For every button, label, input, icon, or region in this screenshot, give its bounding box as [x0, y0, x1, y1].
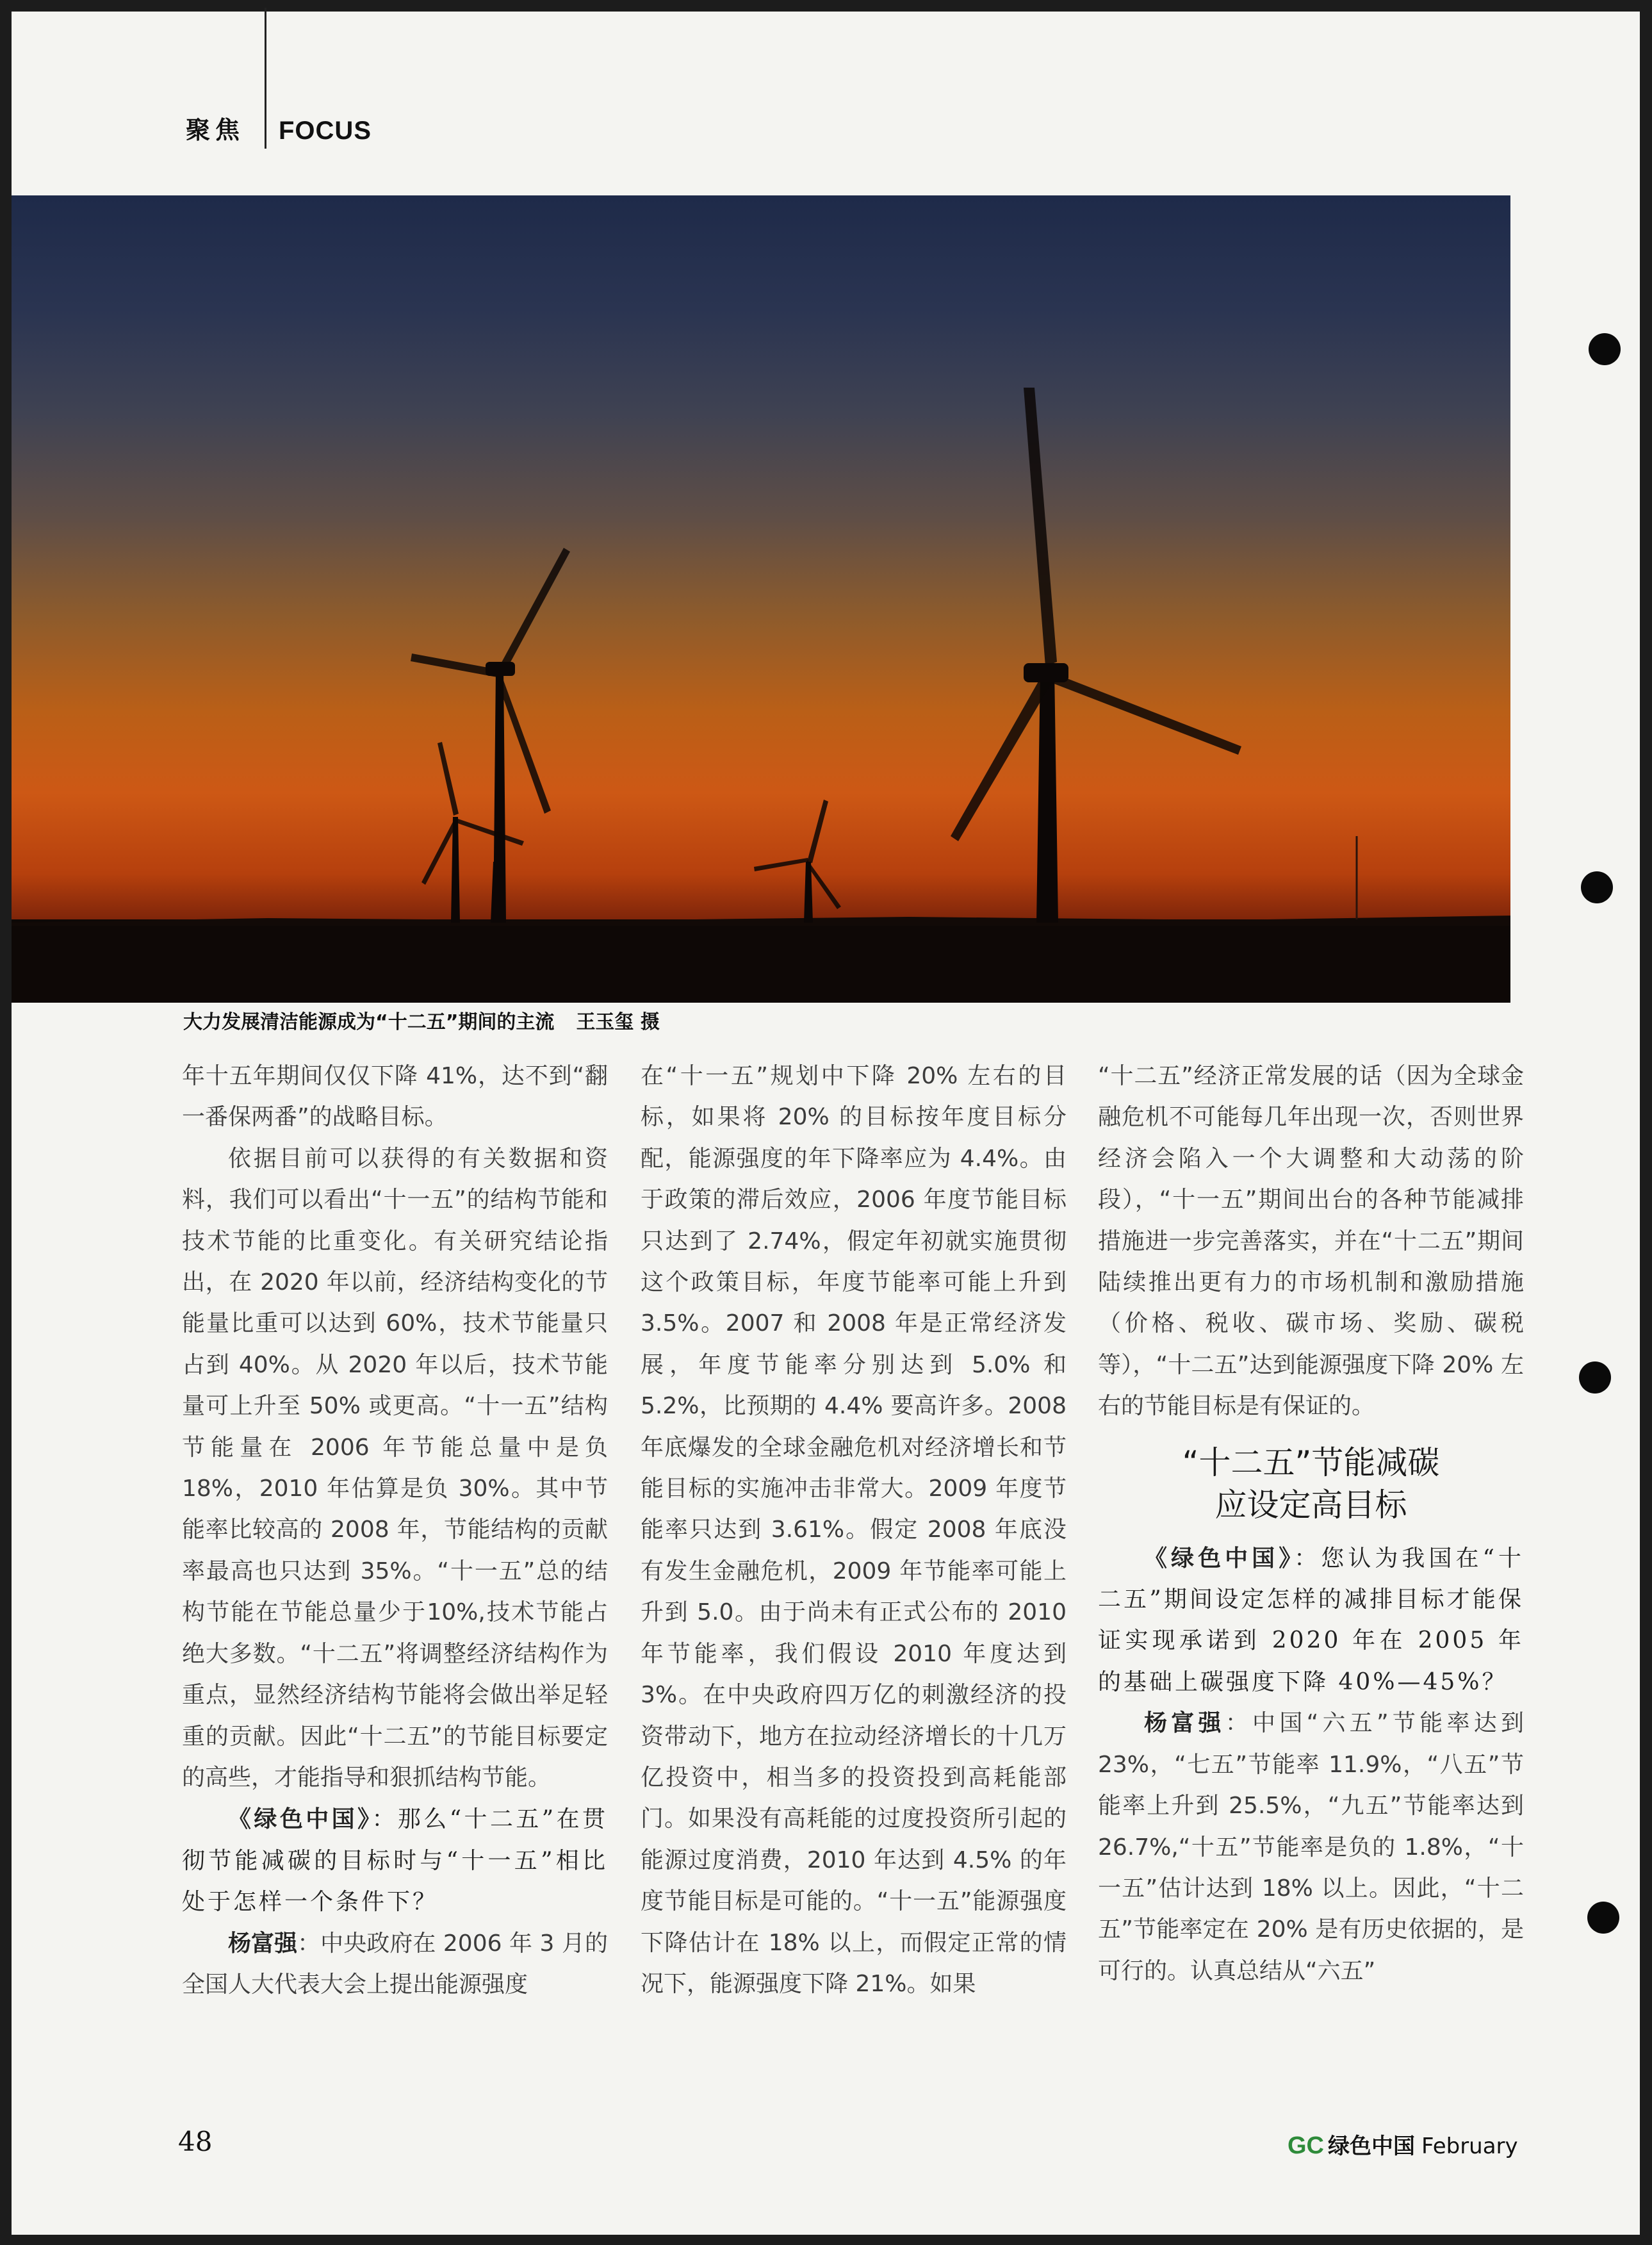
answer-text: ：中国“六五”节能率达到 23%，“七五”节能率 11.9%，“八五”节能率上升到 25.5%，“九五”节能率达到 26.7%,“十五”节能率是负的 1.8%，“十一五”估计达到 18% 以上。因此，“十二五”节能率定在 20% 是有历史依据的，是可行的。认真总结从“六五”	[1098, 1710, 1524, 1984]
question-text: ：您认为我国在“十二五”期间设定怎样的减排目标才能保证实现承诺到 2020 年在 2005 年的基础上碳强度下降 40%—45%？	[1098, 1545, 1524, 1695]
section-label-zh: 聚焦	[186, 116, 245, 144]
text-column-2	[641, 1056, 1067, 2005]
paragraph: 依据目前可以获得的有关数据和资料，我们可以看出“十一五”的结构节能和技术节能的比重变化。有关研究结论指出，在 2020 年以前，经济结构变化的节能量比重可以达到 60%，技术节能量只占到 40%。从 2020 年以后，技术节能量可上升至 50% 或更高。“十一五”结构节能量在 2006 年节能总量中是负 18%，2010 年估算是负 30%。其中节能率比较高的 2008 年，节能结构的贡献率最高也只达到 35%。“十一五”总的结构节能在节能总量少于10%,技术节能占绝大多数。“十二五”将调整经济结构作为重点，显然经济结构节能将会做出举足轻重的贡献。因此“十二五”的节能目标要定的高些，才能指导和狠抓结构节能。	[182, 1145, 608, 1791]
wind-turbine-photo	[12, 195, 1510, 1003]
binder-hole	[1581, 871, 1613, 903]
interview-answer-1	[182, 1923, 608, 2006]
turbine-silhouettes	[12, 195, 1510, 1003]
page-number: 48	[178, 2126, 213, 2157]
issue-month: February	[1421, 2134, 1518, 2159]
photo-caption	[183, 1006, 660, 1034]
answer-text: ：中央政府在 2006 年 3 月的全国人大代表大会上提出能源强度	[182, 1930, 608, 1998]
brand-name: 绿色中国	[1328, 2134, 1415, 2159]
interview-question-1	[182, 1798, 608, 1923]
subheading-line-2: 应设定高目标	[1214, 1486, 1407, 1524]
caption-text: 大力发展清洁能源成为“十二五”期间的主流	[183, 1011, 555, 1033]
subheading	[1098, 1442, 1524, 1526]
binder-hole	[1579, 1361, 1611, 1394]
interview-answer-2	[1098, 1703, 1524, 1992]
question-source: 《绿色中国》	[228, 1805, 372, 1833]
paragraph: “十二五”经济正常发展的话（因为全球金融危机不可能每几年出现一次，否则世界经济会陷入一个大调整和大动荡的阶段），“十一五”期间出台的各种节能减排措施进一步完善落实，并在“十二五”期间陆续推出更有力的市场机制和激励措施（价格、税收、碳市场、奖励、碳税等），“十二五”达到能源强度下降 20% 左右的节能目标是有保证的。	[1098, 1063, 1524, 1420]
binder-hole	[1587, 1902, 1619, 1934]
paragraph: 年十五年期间仅仅下降 41%，达不到“翻一番保两番”的战略目标。	[182, 1063, 608, 1131]
photo-credit: 王玉玺 摄	[576, 1011, 660, 1033]
header-divider	[265, 8, 266, 149]
magazine-brand	[1288, 2128, 1518, 2160]
answer-speaker: 杨富强	[1144, 1710, 1225, 1737]
text-column-1	[182, 1056, 608, 2005]
answer-speaker: 杨富强	[228, 1930, 298, 1957]
brand-logo: GC	[1288, 2132, 1324, 2159]
binder-hole	[1589, 333, 1621, 365]
paragraph: 在“十一五”规划中下降 20% 左右的目标，如果将 20% 的目标按年度目标分配，能源强度的年下降率应为 4.4%。由于政策的滞后效应，2006 年度节能目标只达到了 2.74%，假定年初就实施贯彻这个政策目标，年度节能率可能上升到 3.5%。2007 和 2008 年是正常经济发展，年度节能率分别达到 5.0% 和 5.2%，比预期的 4.4% 要高许多。2008 年底爆发的全球金融危机对经济增长和节能目标的实施冲击非常大。2009 年度节能率只达到 3.61%。假定 2008 年底没有发生金融危机，2009 年节能率可能上升到 5.0。由于尚未有正式公布的 2010 年节能率，我们假设 2010 年度达到 3%。在中央政府四万亿的刺激经济的投资带动下，地方在拉动经济增长的十几万亿投资中，相当多的投资投到高耗能部门。如果没有高耗能的过度投资所引起的能源过度消费，2010 年达到 4.5% 的年度节能目标是可能的。“十一五”能源强度下降估计在 18% 以上，而假定正常的情况下，能源强度下降 21%。如果	[641, 1063, 1067, 1997]
subheading-line-1: “十二五”节能减碳	[1182, 1443, 1440, 1481]
text-column-3	[1098, 1056, 1524, 1992]
section-label-en: FOCUS	[279, 117, 372, 145]
question-text: ：那么“十二五”在贯彻节能减碳的目标时与“十一五”相比处于怎样一个条件下？	[182, 1806, 608, 1916]
interview-question-2	[1098, 1538, 1524, 1704]
question-source: 《绿色中国》	[1144, 1544, 1295, 1572]
